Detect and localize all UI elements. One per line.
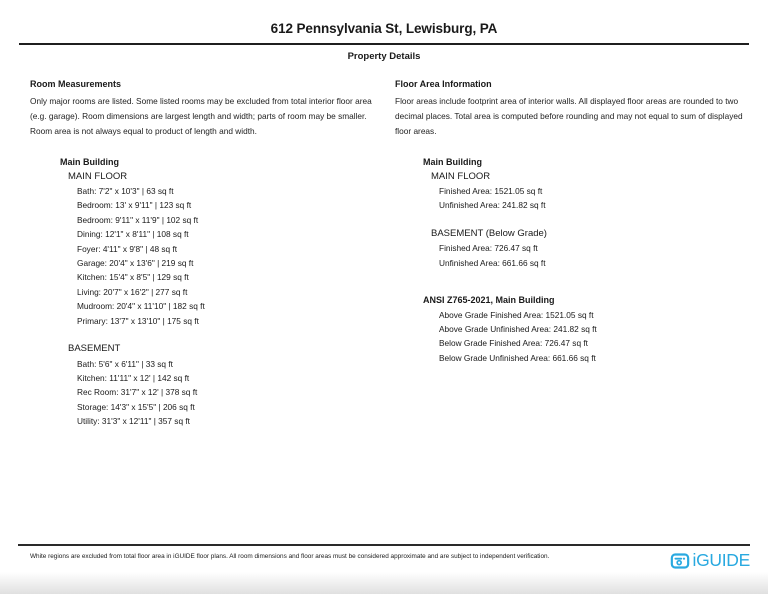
floor-area-section: [395, 79, 755, 429]
floor-group-main-floor: [30, 170, 377, 329]
room-measurements-building-block: [30, 155, 377, 429]
page-footer: [0, 544, 768, 571]
area-entry: Finished Area: 726.47 sq ft: [439, 243, 538, 254]
footer-disclaimer: White regions are excluded from total floor area in iGUIDE floor plans. All room dimensions and floor areas must be considered approximate and are subject to independent verification.: [30, 553, 550, 560]
floor-label: MAIN FLOOR: [68, 170, 128, 182]
floor-group-basement: [30, 342, 377, 429]
area-entry: Unfinished Area: 241.82 sq ft: [439, 200, 546, 211]
floor-label: BASEMENT (Below Grade): [431, 227, 547, 239]
ansi-entry: Above Grade Unfinished Area: 241.82 sq ft: [439, 324, 597, 335]
iguide-camera-icon: [670, 551, 690, 571]
floor-label: BASEMENT: [68, 343, 121, 355]
area-entry: Unfinished Area: 661.66 sq ft: [439, 257, 546, 268]
room-entry: Kitchen: 15'4" x 8'5" | 129 sq ft: [77, 272, 189, 283]
ansi-entry: Below Grade Finished Area: 726.47 sq ft: [439, 338, 588, 349]
building-name: Main Building: [60, 157, 119, 167]
ansi-entry: Above Grade Finished Area: 1521.05 sq ft: [439, 309, 594, 320]
room-entry: Garage: 20'4" x 13'6" | 219 sq ft: [77, 258, 194, 269]
room-entry: Mudroom: 20'4" x 11'10" | 182 sq ft: [77, 301, 205, 312]
room-entry: Rec Room: 31'7" x 12' | 378 sq ft: [77, 387, 198, 398]
ansi-block: [395, 293, 755, 365]
page-header: [0, 0, 768, 62]
room-entry: Foyer: 4'11" x 9'8" | 48 sq ft: [77, 243, 178, 254]
footer-divider: [18, 544, 750, 546]
page-title: 612 Pennsylvania St, Lewisburg, PA: [270, 21, 498, 36]
building-name: Main Building: [423, 157, 482, 167]
header-divider: [19, 43, 749, 45]
room-entry: Kitchen: 11'11" x 12' | 142 sq ft: [77, 372, 190, 383]
area-list-main-floor: [395, 184, 755, 213]
floor-area-heading: Floor Area Information: [395, 79, 492, 89]
area-list-basement: [395, 241, 755, 270]
iguide-logo-text: iGUIDE: [692, 550, 750, 570]
room-entry: Bath: 5'6" x 6'11" | 33 sq ft: [77, 358, 173, 369]
ansi-entry: Below Grade Unfinished Area: 661.66 sq ft: [439, 352, 596, 363]
iguide-logo: [670, 550, 750, 571]
room-entry: Storage: 14'3" x 15'5" | 206 sq ft: [77, 401, 195, 412]
floor-area-building-block: [395, 155, 755, 270]
room-list-main-floor: [30, 184, 377, 328]
area-group-main-floor: [395, 170, 755, 213]
room-measurements-heading: Room Measurements: [30, 79, 122, 89]
ansi-heading: ANSI Z765-2021, Main Building: [423, 295, 555, 306]
page-edge-shade: [0, 572, 768, 594]
floor-area-description: Floor areas include footprint area of interior walls. All displayed floor areas are rounded to two decimal places. Total area is computed before rounding and may not equal to sum of displayed floor areas.: [395, 96, 743, 136]
room-entry: Primary: 13'7" x 13'10" | 175 sq ft: [77, 315, 199, 326]
room-measurements-description: Only major rooms are listed. Some listed rooms may be excluded from total interior floor area (e.g. garage). Room dimensions are largest length and width; parts of room may be smaller. Room area is not always equal to product of length and width.: [30, 96, 372, 136]
ansi-list: [395, 308, 755, 366]
room-entry: Bedroom: 9'11" x 11'9" | 102 sq ft: [77, 214, 199, 225]
room-entry: Utility: 31'3" x 12'11" | 357 sq ft: [77, 416, 190, 427]
floor-label: MAIN FLOOR: [431, 170, 491, 182]
area-entry: Finished Area: 1521.05 sq ft: [439, 186, 543, 196]
room-list-basement: [30, 357, 377, 429]
room-entry: Dining: 12'1" x 8'11" | 108 sq ft: [77, 229, 189, 240]
room-measurements-section: [30, 79, 377, 429]
room-entry: Living: 20'7" x 16'2" | 277 sq ft: [77, 286, 188, 297]
content-columns: [0, 79, 768, 429]
room-entry: Bedroom: 13' x 9'11" | 123 sq ft: [77, 200, 192, 211]
room-entry: Bath: 7'2" x 10'3" | 63 sq ft: [77, 186, 174, 196]
page-subtitle: Property Details: [347, 51, 421, 62]
area-group-basement: [395, 227, 755, 270]
